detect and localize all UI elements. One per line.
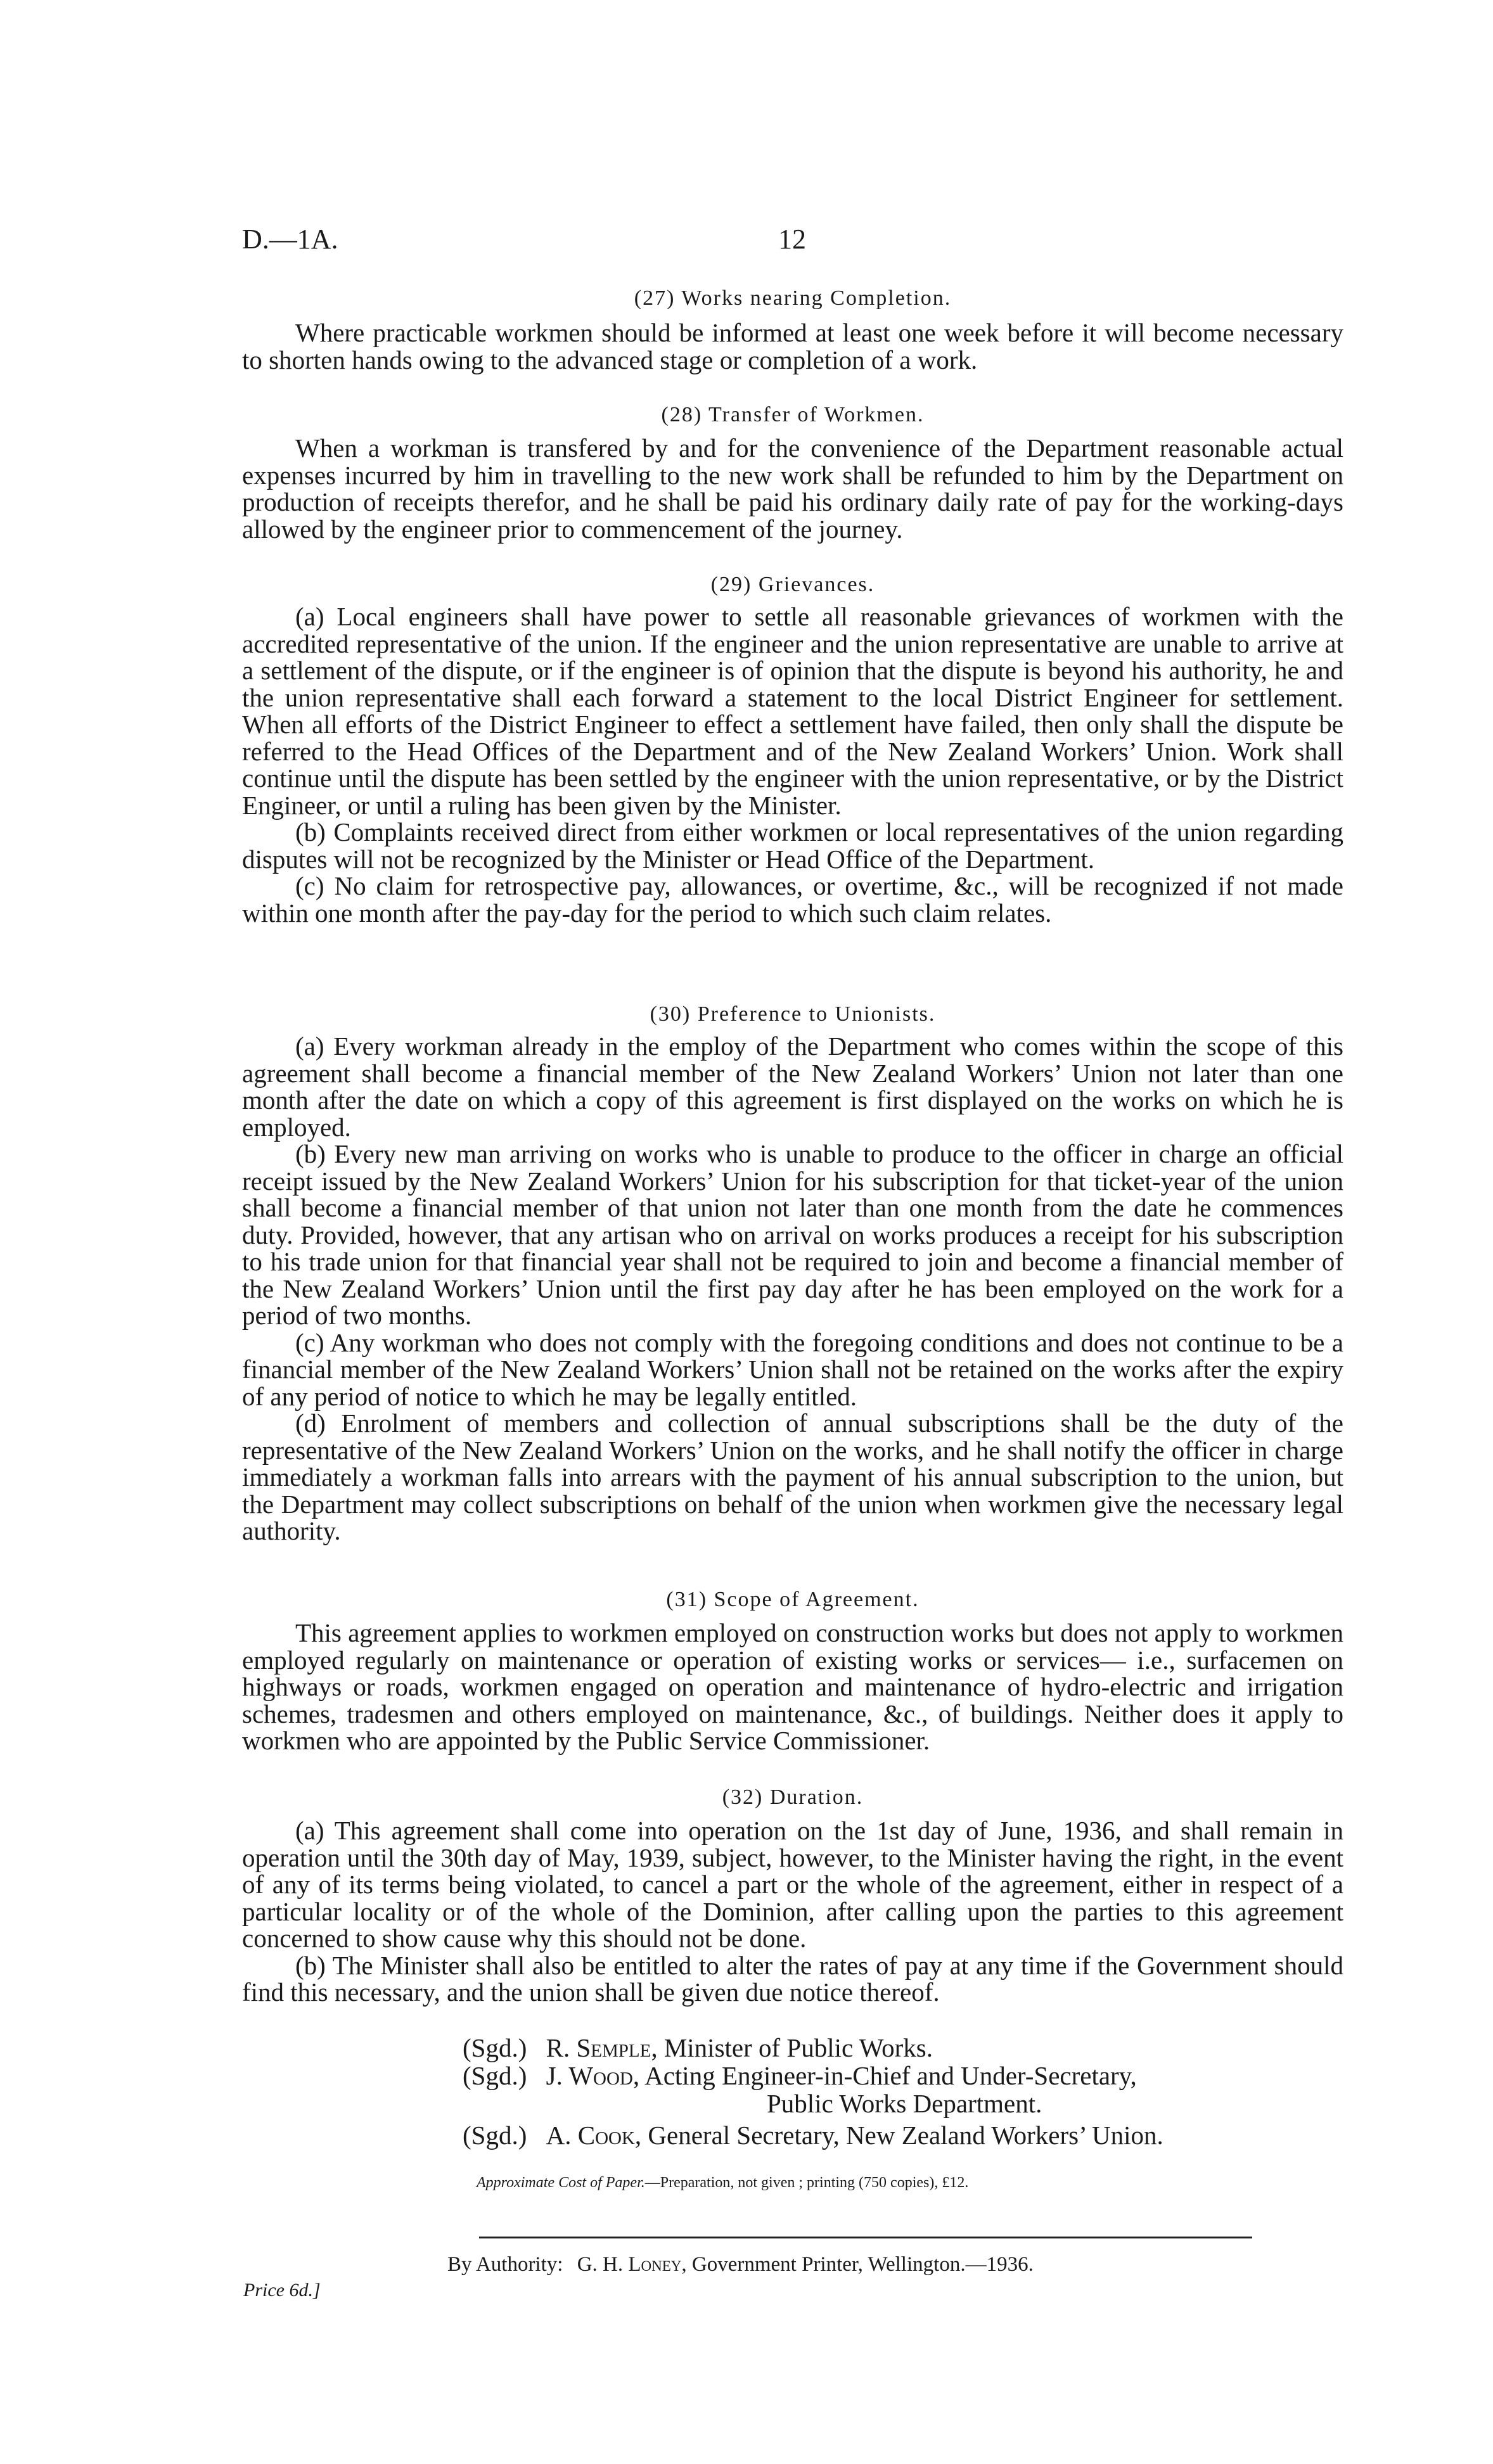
cost-text: —Preparation, not given ; printing (750 copies), £12. xyxy=(644,2174,969,2191)
section-30-body xyxy=(242,1033,1343,1545)
section-heading: (27) Works nearing Completion. xyxy=(634,286,952,310)
signatory-name: A. Cook, xyxy=(546,2121,642,2150)
paragraph: This agreement applies to workmen employed on construction works but does not apply to workmen employed regularly on maintenance or operation of existing works or services— i.e., surfacemen on highways or roads, workmen engaged on operation and maintenance of hydro-electric and irrigation schemes, tradesmen and others employed on maintenance, &c., of buildings. Neither does it apply to workmen who are appointed by the Public Service Commissioner. xyxy=(242,1618,1343,1755)
printer-authority xyxy=(447,2253,1034,2276)
paragraph: (c) Any workman who does not comply with the foregoing conditions and does not continue to be a financial member of the New Zealand Workers’ Union shall not be retained on the works after the expiry of any period of notice to which he may be legally entitled. xyxy=(242,1327,1343,1411)
section-29 xyxy=(242,573,1343,597)
section-heading: (29) Grievances. xyxy=(710,573,875,596)
paragraph: (a) This agreement shall come into operation on the 1st day of June, 1936, and shall remain in operation until the 30th day of May, 1939, subject, however, to the Minister having the right, in the event of any of its terms being violated, to cancel a part or the whole of the agreement, either in respect of a particular locality or of the whole of the Dominion, after calling upon the parties to this agreement concerned to show cause why this should not be done. xyxy=(242,1816,1343,1953)
signature-block-wood xyxy=(463,2062,1137,2090)
footer-rule xyxy=(479,2237,1252,2238)
section-27 xyxy=(242,286,1343,310)
section-32 xyxy=(242,1785,1343,1810)
paragraph: (b) The Minister shall also be entitled to alter the rates of pay at any time if the Government should find this necessary, and the union shall be given due notice thereof. xyxy=(242,1950,1343,2007)
page-number: 12 xyxy=(778,224,806,255)
section-heading: (31) Scope of Agreement. xyxy=(666,1588,920,1611)
paragraph: Where practicable workmen should be informed at least one week before it will become necessary to shorten hands owing to the advanced stage or completion of a work. xyxy=(242,318,1343,374)
signature-block-semple xyxy=(463,2034,933,2062)
section-30 xyxy=(242,1002,1343,1026)
signatory-title: Minister of Public Works. xyxy=(663,2033,933,2062)
section-31-body xyxy=(242,1619,1343,1754)
paragraph: (a) Local engineers shall have power to settle all reasonable grievances of workmen with the accredited representative of the union. If the engineer and the union representative are unable to arrive at a settlement of the dispute, or if the engineer is of opinion that the dispute is beyond his authority, he and the union representative shall each forward a statement to the local District Engineer for settlement. When all efforts of the District Engineer to effect a settlement have failed, then only shall the dispute be referred to the Head Offices of the Department and of the New Zealand Workers’ Union. Work shall continue until the dispute has been settled by the engineer with the union representative, or by the District Engineer, or until a ruling has been given by the Minister. xyxy=(242,602,1343,820)
signature-prefix: (Sgd.) xyxy=(463,2061,527,2090)
signatory-name: J. Wood, xyxy=(546,2061,640,2090)
section-28 xyxy=(242,403,1343,427)
signature-block-cook xyxy=(463,2121,1163,2149)
signatory-title: General Secretary, New Zealand Workers’ Union. xyxy=(648,2121,1163,2150)
paragraph: When a workman is transfered by and for the convenience of the Department reasonable actual expenses incurred by him in travelling to the new work shall be refunded to him by the Department on production of receipts therefor, and he shall be paid his ordinary daily rate of pay for the working-days allowed by the engineer prior to commencement of the journey. xyxy=(242,433,1343,544)
printer-details: Government Printer, Wellington.—1936. xyxy=(691,2253,1034,2276)
price-label: Price 6d.] xyxy=(243,2280,321,2301)
section-29-body xyxy=(242,603,1343,926)
paragraph: (b) Complaints received direct from either workmen or local representatives of the union regarding disputes will not be recognized by the Minister or Head Office of the Department. xyxy=(242,817,1343,874)
paragraph: (a) Every workman already in the employ of the Department who comes within the scope of this agreement shall become a financial member of the New Zealand Workers’ Union not later than one month after the date on which a copy of this agreement is first displayed on the works on which he is employed. xyxy=(242,1031,1343,1142)
signature-prefix: (Sgd.) xyxy=(463,2121,527,2150)
section-31 xyxy=(242,1588,1343,1612)
signatory-title-line-2: Public Works Department. xyxy=(767,2089,1042,2118)
signature-prefix: (Sgd.) xyxy=(463,2033,527,2062)
paragraph: (d) Enrolment of members and collection of annual subscriptions shall be the duty of the representative of the New Zealand Workers’ Union on the works, and he shall notify the officer in charge immediately a workman falls into arrears with the payment of his annual subscription to the union, but the Department may collect subscriptions on behalf of the union when workmen give the necessary legal authority. xyxy=(242,1408,1343,1545)
signatory-name: R. Semple, xyxy=(546,2033,658,2062)
section-27-body xyxy=(242,319,1343,373)
signatory-title: Acting Engineer-in-Chief and Under-Secretary, xyxy=(644,2061,1137,2090)
section-28-body xyxy=(242,435,1343,542)
paragraph: (c) No claim for retrospective pay, allowances, or overtime, &c., will be recognized if not made within one month after the pay-day for the period to which such claim relates. xyxy=(242,871,1343,928)
section-32-body xyxy=(242,1817,1343,2006)
section-heading: (30) Preference to Unionists. xyxy=(650,1002,936,1026)
section-heading: (28) Transfer of Workmen. xyxy=(661,403,925,426)
cost-label: Approximate Cost of Paper. xyxy=(477,2174,645,2191)
series-code: D.—1A. xyxy=(242,224,338,255)
section-heading: (32) Duration. xyxy=(722,1785,864,1809)
paragraph: (b) Every new man arriving on works who is unable to produce to the officer in charge an official receipt issued by the New Zealand Workers’ Union for his subscription for that ticket-year of the union shall become a financial member of that union not later than one month from the date he commences duty. Provided, however, that any artisan who on arrival on works produces a receipt for his subscription to his trade union for that financial year shall not be required to join and become a financial member of the New Zealand Workers’ Union until the first pay day after he has been employed on the work for a period of two months. xyxy=(242,1139,1343,1330)
cost-of-paper-note xyxy=(477,2174,968,2192)
printer-name: G. H. Loney, xyxy=(577,2253,687,2276)
authority-prefix: By Authority: xyxy=(447,2253,563,2276)
